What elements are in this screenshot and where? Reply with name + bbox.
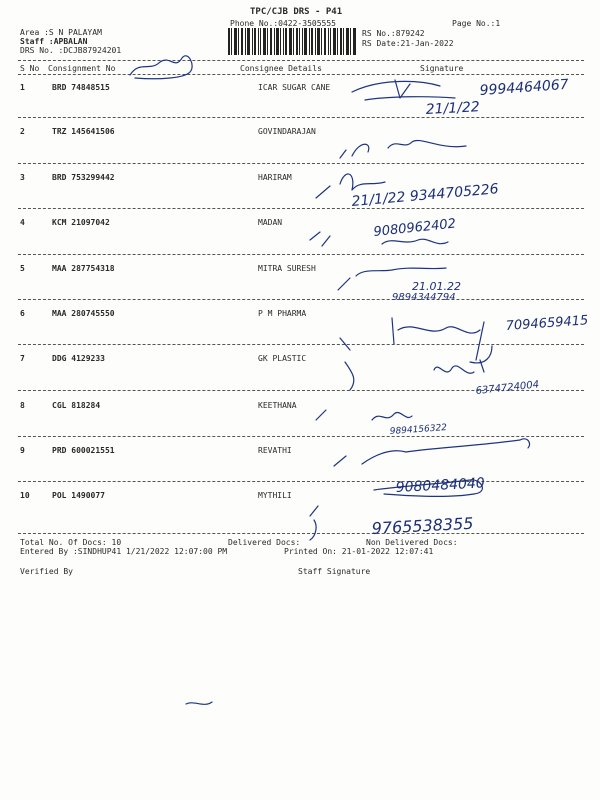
row-number: 2 [20,127,25,136]
consignment-number: MAA 287754318 [52,264,115,273]
row-number: 9 [20,446,25,455]
staff-field: Staff :APBALAN [20,37,88,46]
consignee-name: GOVINDARAJAN [258,127,316,136]
handwritten-phone: 9994464067 [479,76,570,99]
row-number: 8 [20,401,25,410]
verified-by-label: Verified By [20,567,73,576]
consignee-name: HARIRAM [258,173,292,182]
row-number: 4 [20,218,25,227]
area-field: Area :S N PALAYAM [20,28,102,37]
consignment-number: KCM 21097042 [52,218,110,227]
handwritten-phone: 9894344794 [392,292,456,303]
column-header-signature: Signature [420,64,464,73]
column-header-consignee: Consignee Details [240,64,322,73]
handwritten-phone: 7094659415 [505,313,589,334]
printed-on: Printed On: 21-01-2022 12:07:41 [284,547,434,556]
handwritten-date: 21.01.22 [412,280,461,293]
handwritten-signature [392,318,492,363]
handwritten-signature [130,56,192,79]
consignment-number: PRD 600021551 [52,446,115,455]
consignee-name: GK PLASTIC [258,354,307,363]
row-number: 5 [20,264,25,273]
handwritten-signature [340,338,354,390]
consignment-number: MAA 280745550 [52,309,115,318]
handwritten-signature [334,439,530,466]
consignee-name: KEETHANA [258,401,297,410]
column-header-consignment: Consignment No [48,64,116,73]
rs-date-field: RS Date:21-Jan-2022 [362,39,454,48]
delivered-docs: Delivered Docs: [228,538,301,547]
drs-number-field: DRS No. :DCJB87924201 [20,46,122,55]
row-number: 3 [20,173,25,182]
handwritten-signature [186,702,212,704]
consignment-number: BRD 753299442 [52,173,115,182]
column-header-sno: S No [20,64,40,73]
consignee-name: REVATHI [258,446,292,455]
row-number: 10 [20,491,30,500]
handwritten-signature [316,410,412,420]
page-number: Page No.:1 [452,19,501,28]
consignee-name: ICAR SUGAR CANE [258,83,331,92]
row-number: 7 [20,354,25,363]
row-number: 1 [20,83,25,92]
entered-by: Entered By :SINDHUP41 1/21/2022 12:07:00 PM [20,547,228,556]
consignment-number: BRD 74848515 [52,83,110,92]
handwritten-phone: 9080962402 [372,216,457,240]
consignment-number: DDG 4129233 [52,354,105,363]
consignee-name: MADAN [258,218,283,227]
handwritten-date: 21/1/22 [425,99,481,118]
total-docs: Total No. Of Docs: 10 [20,538,122,547]
consignment-number: POL 1490077 [52,491,105,500]
handwritten-phone: 21/1/22 9344705226 [350,181,500,210]
staff-signature-label: Staff Signature [298,567,371,576]
row-number: 6 [20,309,25,318]
consignee-name: MITRA SURESH [258,264,316,273]
handwritten-signature [340,140,466,158]
rs-number-field: RS No.:879242 [362,29,425,38]
consignment-number: TRZ 145641506 [52,127,115,136]
phone-number: Phone No.:0422-3505555 [230,19,336,28]
consignee-name: P M PHARMA [258,309,307,318]
consignment-number: CGL 818284 [52,401,101,410]
handwritten-signature [352,80,455,100]
handwritten-signature [310,506,318,540]
document-title: TPC/CJB DRS - P41 [250,7,343,17]
handwritten-phone: 9080484040 [395,475,486,496]
handwritten-phone: 6374724004 [475,379,540,397]
handwritten-phone: 9765538355 [371,513,474,538]
handwritten-phone: 9894156322 [389,423,448,437]
non-delivered-docs: Non Delivered Docs: [366,538,458,547]
handwritten-signature [434,360,484,373]
consignee-name: MYTHILI [258,491,292,500]
